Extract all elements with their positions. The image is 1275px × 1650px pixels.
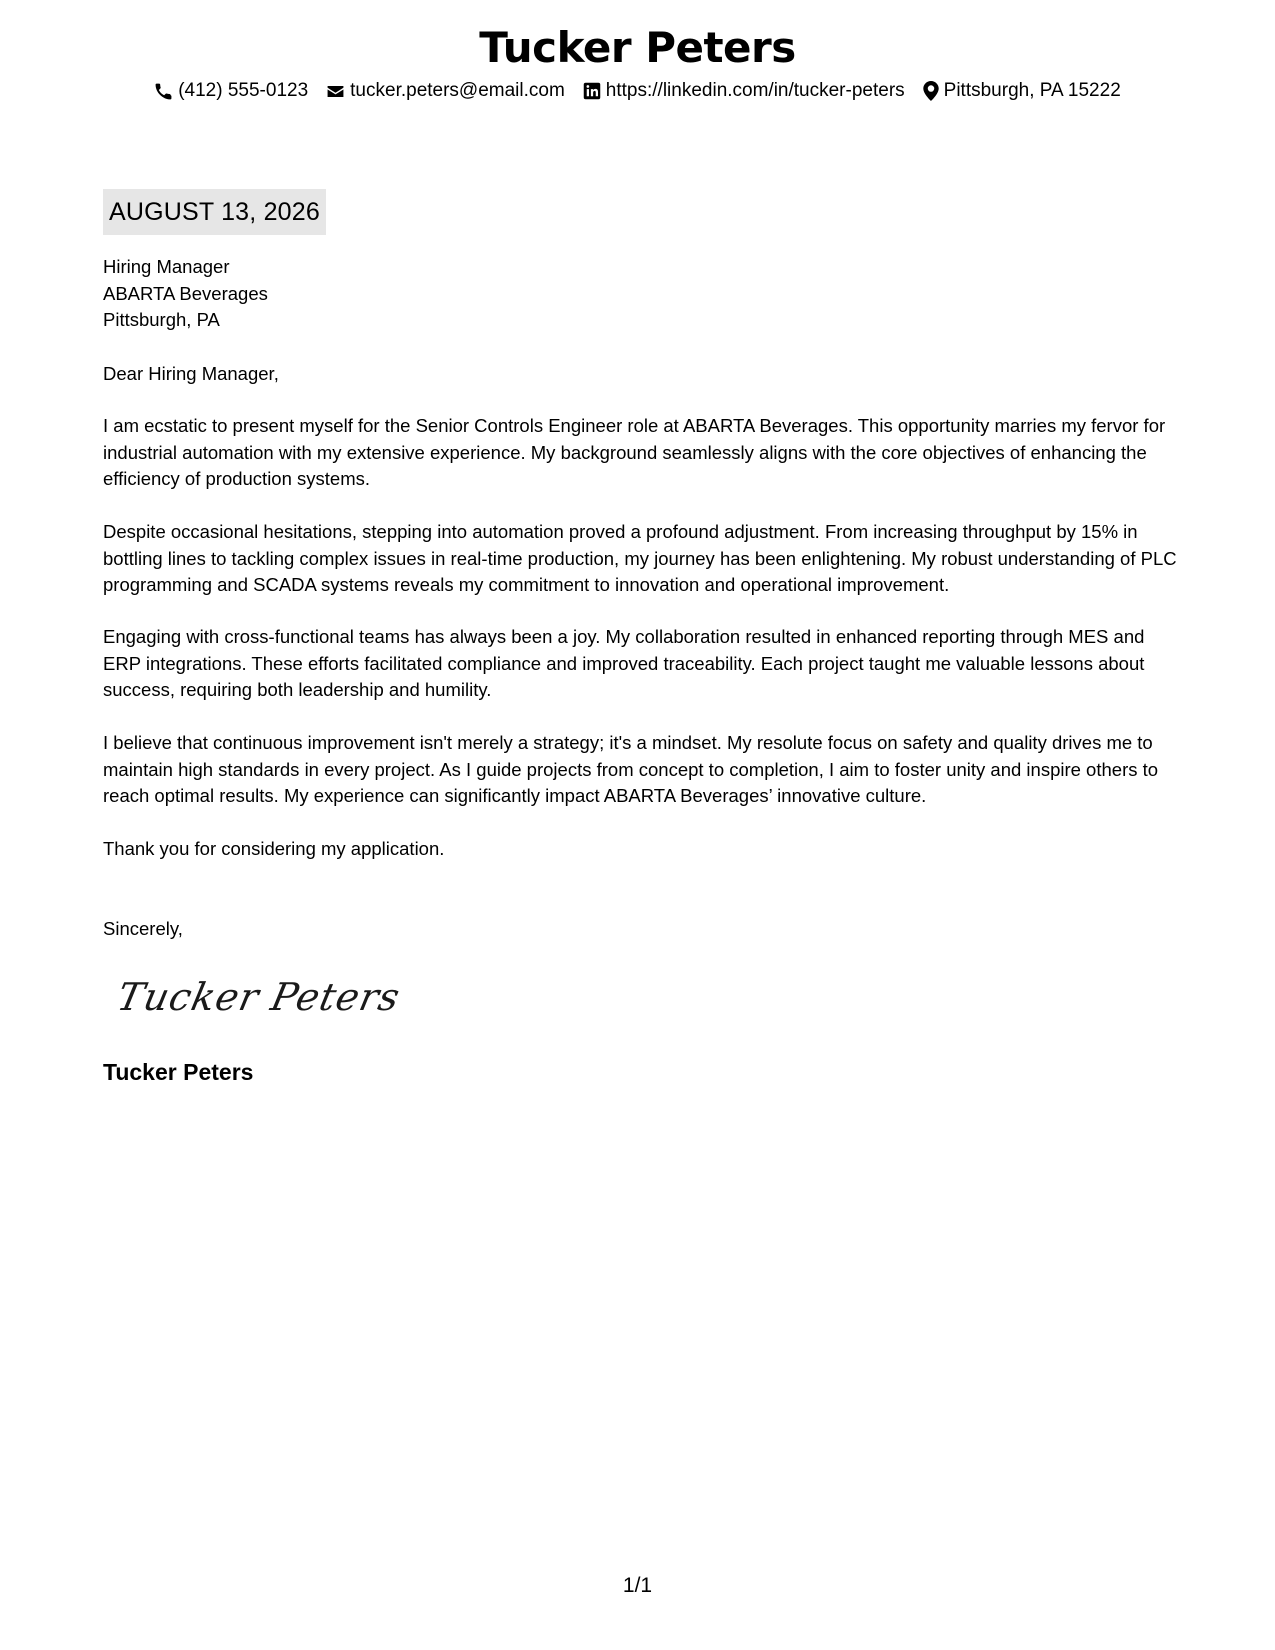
page-number: 1/1	[622, 1574, 653, 1597]
contact-phone	[154, 78, 308, 104]
recipient-company: ABARTA Beverages	[103, 282, 268, 304]
linkedin-url: https://linkedin.com/in/tucker-peters	[605, 80, 905, 101]
body-paragraph: Despite occasional hesitations, stepping into automation proved a profound adjustment. From increasing throughput by 15% in bottling lines to tackling complex issues in real-time production, my journey has been enlightening. My robust understanding of PLC programming and SCADA systems reveals my commitment to innovation and operational improvement.	[103, 521, 1177, 595]
contact-linkedin	[583, 78, 905, 104]
body-paragraph: I am ecstatic to present myself for the Senior Controls Engineer role at ABARTA Beverages. This opportunity marries my fervor for industrial automation with my extensive experience. My background seamlessly aligns with the core objectives of enhancing the efficiency of production systems.	[103, 415, 1166, 489]
recipient-block	[103, 254, 1183, 334]
contact-bar	[0, 78, 1275, 104]
handwritten-signature: Tucker Peters	[113, 975, 405, 1019]
signer-name: Tucker Peters	[103, 1059, 254, 1085]
phone-number: (412) 555-0123	[178, 80, 309, 101]
salutation: Dear Hiring Manager,	[103, 363, 279, 384]
applicant-name: Tucker Peters	[479, 23, 796, 72]
email-address: tucker.peters@email.com	[350, 80, 565, 101]
contact-email	[326, 78, 565, 104]
contact-location	[923, 78, 1121, 104]
recipient-title: Hiring Manager	[103, 256, 230, 277]
linkedin-icon	[583, 82, 601, 100]
body-paragraph: Engaging with cross-functional teams has always been a joy. My collaboration resulted in enhanced reporting through MES and ERP integrations. These efforts facilitated compliance and improved traceability. Each project taught me valuable lessons about success, requiring both leadership and humility.	[103, 626, 1145, 700]
recipient-location: Pittsburgh, PA	[103, 309, 220, 330]
body-paragraph: I believe that continuous improvement isn't merely a strategy; it's a mindset. My resolute focus on safety and quality drives me to maintain high standards in every project. As I guide projects from concept to completion, I aim to foster unity and inspire others to reach optimal results. My experience can significantly impact ABARTA Beverages’ innovative culture.	[103, 732, 1159, 806]
closing-thanks: Thank you for considering my application.	[103, 838, 445, 859]
envelope-icon	[326, 82, 345, 101]
phone-icon	[154, 82, 173, 101]
letter-date: AUGUST 13, 2026	[103, 189, 326, 235]
location-text: Pittsburgh, PA 15222	[943, 80, 1121, 101]
map-pin-icon	[923, 81, 939, 101]
sign-off: Sincerely,	[103, 918, 183, 939]
